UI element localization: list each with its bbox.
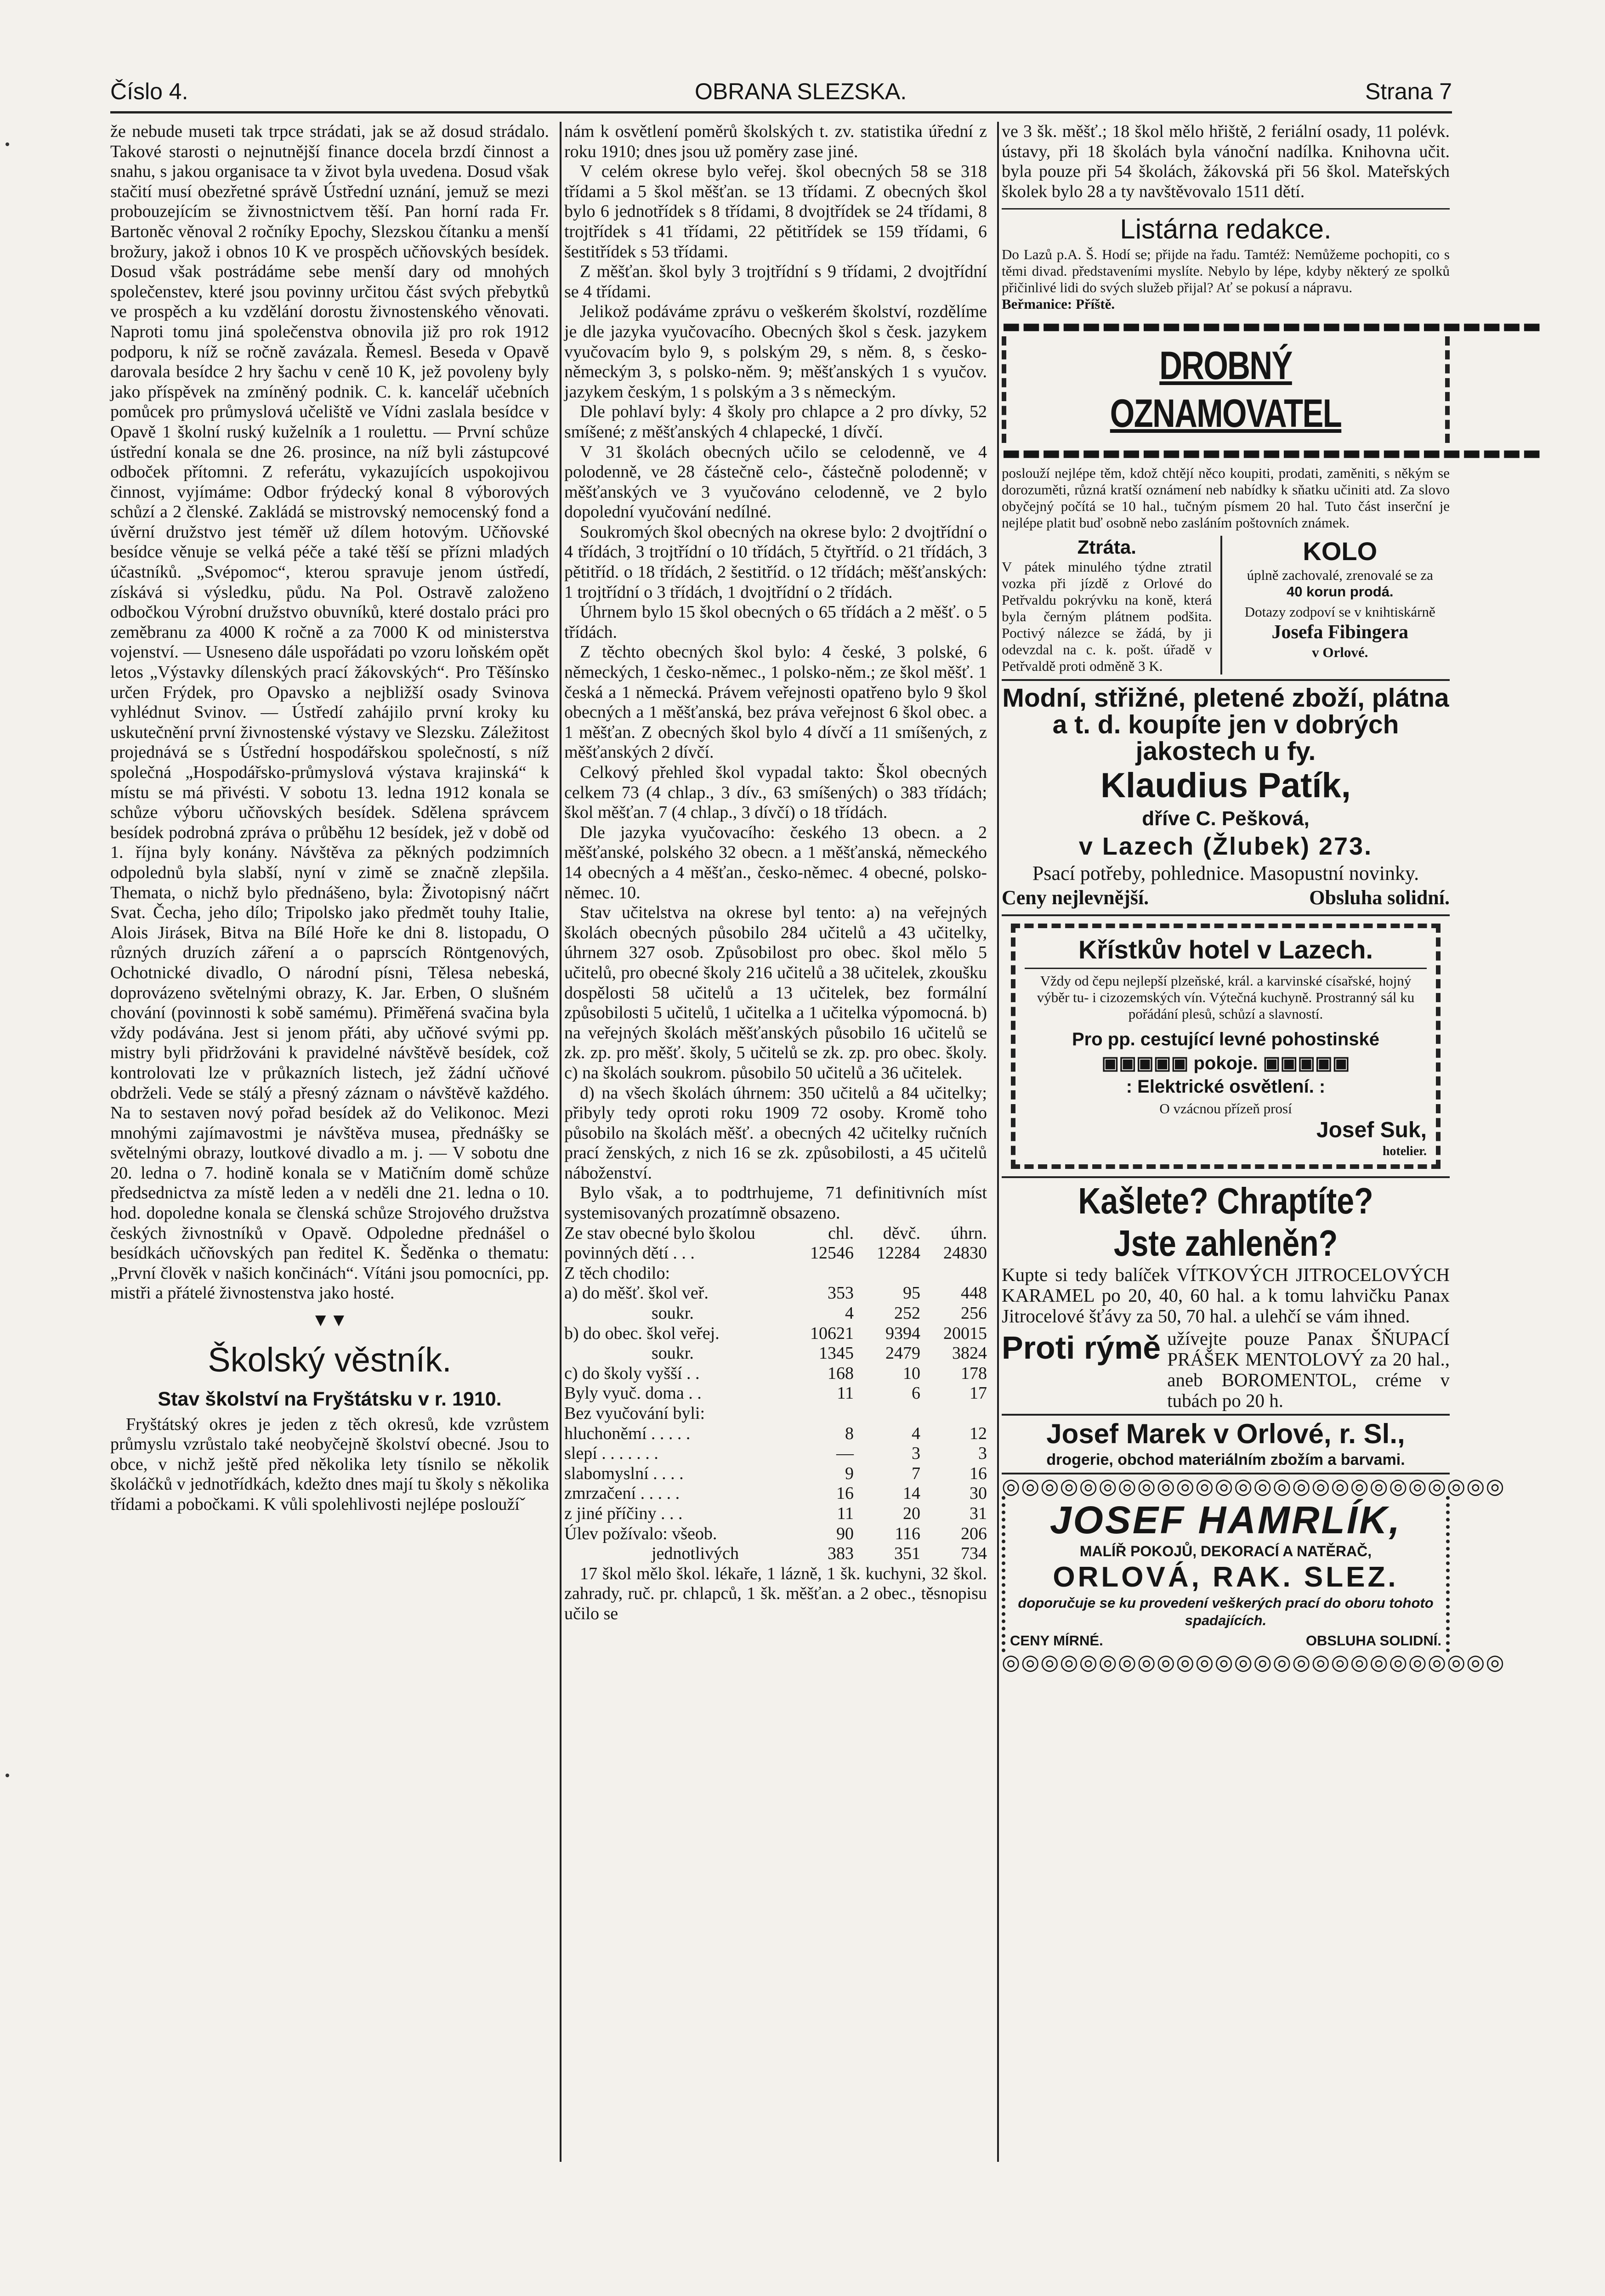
row-value: 383 bbox=[828, 1544, 854, 1564]
row-label: Úlev požívalo: všeob. bbox=[564, 1524, 717, 1543]
table-row bbox=[564, 1504, 987, 1524]
hotel-owner: Josef Suk, bbox=[1316, 1117, 1427, 1142]
row-label: b) do obec. škol veřej. bbox=[564, 1323, 720, 1343]
row-value: 206 bbox=[961, 1524, 987, 1543]
row-value: 6 bbox=[912, 1383, 920, 1403]
school-paragraph: Úhrnem bylo 15 škol obecných o 65 třídách a 2 měšť. o 5 třídách. bbox=[564, 602, 987, 642]
hotel-section bbox=[1002, 914, 1450, 1169]
kolo-ad bbox=[1231, 536, 1450, 675]
school-paragraph: Bylo však, a to podtrhujeme, 71 definitivních míst systemisovaných prozatímně obsazeno. bbox=[564, 1183, 987, 1223]
table-header-cell: děvč. bbox=[883, 1223, 920, 1243]
hamrlik-name: JOSEF HAMRLÍK, bbox=[1049, 1498, 1402, 1542]
ornament-border: ▬▬▬▬▬▬▬▬▬▬▬▬▬▬▬▬▬▬▬▬▬▬▬▬▬▬▬ bbox=[1002, 441, 1543, 465]
table-row bbox=[564, 1324, 987, 1344]
table-row bbox=[564, 1364, 987, 1384]
school-article-intro: Fryštátský okres je jeden z těch okresů, kde vzrůstem průmyslu vzrůstalo také neobyčejně školství obecné. Jsou to obce, v nichž ještě před několika lety tísnilo se několik školáčků v jednotřídkách, kdežto dnes mají tu školy s několika třídami a pobočkami. K vůli spolehlivosti nejlépe posloužíˇ bbox=[110, 1414, 549, 1514]
row-label: Byly vyuč. doma . . bbox=[564, 1383, 702, 1403]
row-label: zmrzačení . . . . . bbox=[564, 1484, 680, 1503]
newspaper-title: OBRANA SLEZSKA. bbox=[695, 79, 907, 104]
row-value: 3824 bbox=[952, 1344, 987, 1363]
drobny-oznamovatel-title: DROBNÝ OZNAMOVATEL bbox=[1110, 343, 1342, 436]
column-1 bbox=[110, 122, 549, 1515]
row-value: 353 bbox=[828, 1283, 854, 1303]
hotel-rooms: pokoje. bbox=[1193, 1053, 1258, 1073]
row-value: 178 bbox=[961, 1363, 987, 1383]
kaslete-headline: Kašlete? Chraptíte? bbox=[1078, 1180, 1373, 1221]
row-value bbox=[854, 1264, 920, 1284]
kolo-text: úplně zachovalé, zrenovalé se za bbox=[1247, 567, 1433, 583]
patik-former: dříve C. Pešková, bbox=[1142, 807, 1310, 830]
listarna-section bbox=[1002, 208, 1450, 312]
drobny-oznamovatel-text: poslouží nejlépe těm, kdož chtějí něco koupiti, prodati, zaměniti, s někým se dorozuměti, různá kratší oznámení neb nabídky k sňatku učiniti atd. Za slovo obyčejný počítá se 10 hal., tučným písmem 20 hal. Tuto část inserční je nejlépe platit buď osobně nebo zasláním poštovních známek. bbox=[1002, 465, 1450, 531]
hamrlik-service: OBSLUHA SOLIDNÍ. bbox=[1305, 1633, 1441, 1649]
drobny-oznamovatel-box bbox=[1002, 336, 1450, 443]
table-row bbox=[564, 1283, 987, 1304]
column-divider bbox=[997, 122, 999, 2162]
ztrata-text: V pátek minulého týdne ztratil vozka při jízdě z Orlové do Petřvaldu pokrývku na koně, která byla černým plátnem podšita. Poctivý nálezce se žádá, by ji odevzdal na c. k. pošt. úřadě v Petřvaldě proti odměně 3 K. bbox=[1002, 558, 1212, 674]
row-value: 12546 bbox=[810, 1243, 854, 1263]
row-value: 20 bbox=[903, 1503, 920, 1523]
issue-number: Číslo 4. bbox=[110, 79, 188, 104]
row-label: c) do školy vyšší . . bbox=[564, 1363, 700, 1383]
row-value bbox=[787, 1404, 854, 1424]
page-number: Strana 7 bbox=[1365, 79, 1452, 104]
row-value bbox=[920, 1404, 987, 1424]
patik-address: v Lazech (Žlubek) 273. bbox=[1078, 832, 1373, 860]
school-paragraph: Celkový přehled škol vypadal takto: Škol obecných celkem 73 (4 chlap., 3 dív., 63 smíšených) o 383 třídách; škol měšťan. 7 (4 chlap., 3 dívčí) o 18 třídách. bbox=[564, 763, 987, 822]
row-value: 168 bbox=[828, 1363, 854, 1383]
row-value: 12284 bbox=[877, 1243, 920, 1263]
table-row bbox=[564, 1264, 987, 1284]
row-value: 7 bbox=[912, 1463, 920, 1483]
row-label: Bez vyučování byli: bbox=[564, 1404, 705, 1423]
proti-ryme-text: užívejte pouze Panax ŠŇUPACÍ PRÁŠEK MENTOLOVÝ za 20 hal., aneb BOROMENTOL, créme v tubách po 20 h. bbox=[1167, 1327, 1450, 1411]
row-value: 734 bbox=[961, 1544, 987, 1564]
hamrlik-price: CENY MÍRNÉ. bbox=[1010, 1633, 1103, 1649]
school-paragraph: 17 škol mělo škol. lékaře, 1 lázně, 1 šk. kuchyni, 32 škol. zahrady, ruč. pr. chlapců, 1 šk. měšťan. a 2 obec., těsnopisu učilo se bbox=[564, 1564, 987, 1623]
proti-ryme-block bbox=[1002, 1328, 1450, 1411]
row-label: soukr. bbox=[652, 1344, 694, 1363]
school-paragraph: Dle jazyka vyučovacího: českého 13 obecn. a 2 měšťanské, polského 32 obecn. a 1 měšťanská, německého 14 obecných a 4 měšťan., česko-němec. 4 obecné, polsko-němec. 10. bbox=[564, 822, 987, 902]
row-value: 4 bbox=[845, 1304, 854, 1323]
school-paragraph: Jelikož podáváme zprávu o veškerém školství, rozdělíme je dle jazyka vyučovacího. Obecných škol s česk. jazykem vyučovacím bylo 9, s polským 29, s něm. 8, s česko-německým 3, s polsko-něm. 9; měšťanských 1 s vyučov. jazykem českým, 1 s polským a 3 s německým. bbox=[564, 302, 987, 402]
hotel-title: Křístkův hotel v Lazech. bbox=[1078, 935, 1373, 964]
zahlenen-headline: Jste zahleněn? bbox=[1113, 1222, 1338, 1264]
ornament-border: ◎◎◎◎◎◎◎◎◎◎◎◎◎◎◎◎◎◎◎◎◎◎◎◎◎◎ bbox=[1002, 1473, 1505, 1498]
row-value: 31 bbox=[970, 1503, 987, 1523]
row-value: 2479 bbox=[885, 1344, 920, 1363]
decor-icon: ▣▣▣▣▣ bbox=[1101, 1053, 1194, 1073]
row-value: 11 bbox=[837, 1503, 854, 1523]
hotel-rule bbox=[1025, 968, 1427, 969]
proti-ryme-title: Proti rýmě bbox=[1002, 1329, 1161, 1366]
table-row bbox=[564, 1424, 987, 1444]
table-header-cell: chl. bbox=[828, 1223, 854, 1243]
hotel-rooms-line bbox=[1025, 1052, 1427, 1075]
school-paragraph: Z měšťan. škol byly 3 trojtřídní s 9 třídami, 2 dvojtřídní se 4 třídami. bbox=[564, 262, 987, 301]
header-rule bbox=[110, 111, 1452, 113]
margin-mark bbox=[6, 142, 9, 146]
ztrata-ad bbox=[1002, 536, 1212, 675]
row-value: 10 bbox=[903, 1363, 920, 1383]
hotel-light: : Elektrické osvětlení. : bbox=[1126, 1076, 1326, 1097]
panax-ad bbox=[1002, 1176, 1450, 1411]
row-value: 95 bbox=[903, 1283, 920, 1303]
school-paragraph: Stav učitelstva na okrese byl tento: a) na veřejných školách obecných působilo 284 učitelů a 43 učitelky, úhrnem 327 osob. Způsobilost pro obec. škol mělo 5 učitelů, pro obecné školy 216 učitelů a 38 učitelek, zkoušku dospělosti 58 učitelů a 13 učitelek, bez formální způsobilosti 5 učitelů, 1 učitelka a 1 učitelka výpomocná. b) na veřejných školách měšťanských působilo 16 učitelů se zk. zp. pro měšť. školy, 5 učitelů se zk. zp. pro obec. školy. c) na školách soukrom. působilo 50 učitelů a 36 učitelek. bbox=[564, 903, 987, 1083]
decor-icon: ▣▣▣▣▣ bbox=[1258, 1053, 1350, 1073]
row-value: 16 bbox=[970, 1463, 987, 1483]
table-header-cell: úhrn. bbox=[950, 1223, 987, 1243]
listarna-title: Listárna redakce. bbox=[1120, 214, 1332, 245]
ad-divider bbox=[1220, 536, 1222, 675]
kolo-place: v Orlové. bbox=[1312, 644, 1368, 660]
ornament-border: ◎◎◎◎◎◎◎◎◎◎◎◎◎◎◎◎◎◎◎◎◎◎◎◎◎◎ bbox=[1002, 1650, 1505, 1675]
table-row bbox=[564, 1544, 987, 1564]
hamrlik-place: ORLOVÁ, RAK. SLEZ. bbox=[1053, 1561, 1399, 1593]
hotel-text: Vždy od čepu nejlepší plzeňské, král. a karvinské císařské, hojný výběr tu- i cizozemských vín. Výtečná kuchyně. Prostranný sál ku pořádání plesů, schůzí a slavností. bbox=[1037, 972, 1415, 1022]
patik-price: Ceny nejlevnější. bbox=[1002, 886, 1149, 909]
row-value: 16 bbox=[836, 1484, 854, 1503]
row-value: 14 bbox=[903, 1484, 920, 1503]
row-value: 448 bbox=[961, 1283, 987, 1303]
row-value: 10621 bbox=[810, 1323, 854, 1343]
hamrlik-box bbox=[1002, 1496, 1450, 1652]
column-3 bbox=[1002, 122, 1543, 1675]
hamrlik-ad bbox=[1002, 1473, 1505, 1675]
column-2 bbox=[564, 122, 987, 1624]
school-paragraph: V celém okrese bylo veřej. škol obecných 58 se 318 třídami a 5 škol měšťan. se 13 třídami. Z obecných škol bylo 6 jednotřídek s 8 třídami, 8 dvojtřídek se 24 třídami, 8 trojtřídek s 41 třídami, 22 pětitřídek se 159 třídami, 6 šestitřídek s 53 třídami. bbox=[564, 162, 987, 261]
table-row bbox=[564, 1383, 987, 1404]
marek-text: drogerie, obchod materiálním zbožím a barvami. bbox=[1046, 1451, 1405, 1468]
hotel-ad bbox=[1011, 924, 1441, 1169]
table-row bbox=[564, 1444, 987, 1464]
hamrlik-footer bbox=[1010, 1631, 1441, 1650]
article-continuation: že nebude museti tak trpce strádati, jak se až dosud strádalo. Takové starosti o nejnutnější finance docela brzdí činnost a snahu, s jakou organisace ta v život byla uvedena. Dosud však stačití musí obezřetné správě Ústřední uznání, jemuž se mezi probouzejícím se živnostnictvem těší. Pan horní rada Fr. Bartoněc věnoval 2 ročníky Epochy, Slezskou čítanku a menší brožury, jakož i obnos 10 K ve prospěch učňovských besídek. Dosud však postrádáme sebe menší dary od mnohých společenstev, které jsou povinny určitou část svých přebytků ve prospěch a ku vzdělání dorostu živnostenského věnovati. Naproti tomu jiná společenstva obnovila již pro rok 1912 podporu, k níž se ročně zavázala. Řemesl. Beseda v Opavě darovala besídce 2 hry šachu v ceně 10 K, jež povoleny byly jako příspěvek na zmíněný podnik. C. k. kancelář učebních pomůcek pro průmyslová učeliště ve Vídni zaslala besídce v Opavě 1 školní ruský kuželník a 1 roulettu. — První schůze ústřední konala se dne 26. prosince, na níž byli zástupcové odboček přítomni. Z referátu, vykazujících uspokojivou činnost, vyjímáme: Odbor frýdecký konal 8 výborových schůzí a 2 členské. Zakládá se mistrovský nemocenský fond a úvěrní družstvo jest téměř už dílem hotovým. Učňovské besídce věnuje se velká péče a také těší se přízni mladých účastníků. „Svépomoc“, kterou spravuje jenom ústředí, získává si výsledku, půdu. Na Pol. Ostravě založeno odbočkou Výrobní družstvo obuvníků, které dostalo práci pro zeměbranu za 4000 K ročně a za 7000 K od ministerstva vojenství. — Usneseno dále uspořádati po vzoru loňském opět letos „Výstavky dílenských prací žákovských“. Pro Těšínsko určen Frýdek, pro Opavsko a nejbližší osady Svinova vyhlédnut Svinov. — Ústředí zahájilo první kroky ku uskutečnění první živnostenské výstavy ve Slezsku. Záležitost projednává se s Ústřední hospodářskou společností, s níž společná „Hospodářsko-průmyslová výstava krajinská“ k místu se má přivésti. V sobotu 13. ledna 1912 konala se schůze výboru učňovských besídek. Sdělena správcem besídek podrobná zpráva o průběhu 12 besídek, jež v době od 1. října byly konány. Návštěva za pěkných podzimních odpolednů byla slabší, nyní v zimě se značně zlepšila. Themata, o nichž bylo přednášeno, byla: Životopisný náčrt Svat. Čecha, jeho dílo; Tripolsko jako předmět touhy Italie, Alois Jirásek, Bitva na Bílé Hoře ke dni 8. listopadu, O různých druzích záření a o paprscích Röntgenových, Ochotnické divadlo, O národní písni, Tělesa nebeská, doprovázeno světelnými obrazy, K. Jar. Erben, O slušném chování (povinnosti k sobě samému). Přiměřená svačina byla vždy podávána. Jest si jenom přáti, aby učňové svými pp. mistry byli přidržováni k pravidelné návštěvě besídek, což kontrolovati lze v průkazních listech, jež žádní učňové obdrželi. Vede se stálý a přesný záznam o návštěvě každého. Na to sestaven nový pořad besídek až do Velikonoc. Mezi mnohými zajímavostmi je návštěva musea, přednášky se světelnými obrazy, loutkové divadlo a m. j. — V sobotu dne 20. ledna o 7. hodině konala se v Matičním domě schůze předsednictva za místě leden a v neděli dne 21. ledna o 10. hod. dopoledne konala se členská schůze Strojového družstva českých živnostníků v Opavě. Odpoledne přednášel o besídkách učňovských pan ředitel K. Šeděnka o thematu: „První člověk v našich končinách“. Vítáni jsou pomocníci, pp. mistři a přátelé živnostenstva jako hosté. bbox=[110, 122, 549, 1303]
row-label: hluchoněmí . . . . . bbox=[564, 1423, 691, 1443]
school-paragraph-end: ve 3 šk. měšť.; 18 škol mělo hřiště, 2 feriální osady, 11 polévk. ústavy, při 18 školách byla vánoční nadílka. Knihovna učit. byla pouze při 54 školách, žákovská při 56 škol. Mateřských školek bylo 28 a ty navštěvovalo 1511 dětí. bbox=[1002, 122, 1450, 201]
row-label: jednotlivých bbox=[652, 1544, 739, 1564]
school-paragraph: nám k osvětlení poměrů školských t. zv. statistika úřední z roku 1910; dnes jsou už poměry zase jiné. bbox=[564, 122, 987, 161]
row-value: 90 bbox=[836, 1524, 854, 1543]
patik-footer bbox=[1002, 885, 1450, 911]
column-divider bbox=[560, 122, 561, 2162]
row-value: 24830 bbox=[943, 1243, 987, 1263]
table-row bbox=[564, 1464, 987, 1484]
row-value: 252 bbox=[894, 1304, 920, 1323]
row-value: 30 bbox=[970, 1484, 987, 1503]
row-label: z jiné příčiny . . . bbox=[564, 1503, 683, 1523]
kolo-title: KOLO bbox=[1303, 536, 1378, 566]
row-label: slepí . . . . . . . bbox=[564, 1444, 658, 1463]
kolo-price: 40 korun prodá. bbox=[1287, 583, 1394, 600]
ztrata-title: Ztráta. bbox=[1077, 536, 1136, 558]
school-paragraph: Dle pohlaví byly: 4 školy pro chlapce a 2 pro dívky, 52 smíšené; z měšťanských 4 chlapecké, 1 dívčí. bbox=[564, 402, 987, 442]
row-value: 4 bbox=[912, 1423, 920, 1443]
patik-goods: Psací potřeby, pohlednice. Masopustní novinky. bbox=[1032, 862, 1419, 884]
page-header bbox=[110, 78, 1452, 110]
section-subtitle: Stav školství na Fryštátsku v r. 1910. bbox=[158, 1388, 502, 1410]
margin-mark bbox=[6, 1774, 9, 1777]
row-value: 20015 bbox=[943, 1323, 987, 1343]
table-row bbox=[564, 1524, 987, 1544]
row-value bbox=[920, 1264, 987, 1284]
row-label: slabomyslní . . . . bbox=[564, 1463, 684, 1483]
hamrlik-role: MALÍŘ POKOJŮ, DEKORACÍ A NATĚRAČ, bbox=[1079, 1543, 1372, 1560]
patik-service: Obsluha solidní. bbox=[1309, 886, 1450, 909]
row-value: 351 bbox=[894, 1544, 920, 1564]
row-label: soukr. bbox=[652, 1304, 694, 1323]
marek-ad bbox=[1002, 1414, 1450, 1469]
row-value: 8 bbox=[845, 1423, 854, 1443]
hamrlik-text: doporučuje se ku provedení veškerých prací do oboru tohoto spadajících. bbox=[1018, 1595, 1434, 1629]
school-stats-table bbox=[564, 1224, 987, 1564]
row-value bbox=[854, 1404, 920, 1424]
school-paragraph: Z těchto obecných škol bylo: 4 české, 3 polské, 6 německých, 1 česko-němec., 1 polsko-něm.; ze škol měšť. 1 česká a 1 německá. Právem veřejnosti opatřeno bylo 9 škol obecných a 1 měšťanská, bez práva veřejnost 6 škol obec. a 1 měšťan. Z obecných škol bylo 4 dívčí a 11 smíšených, z měšťanských 2 dívčí. bbox=[564, 642, 987, 762]
row-value: 3 bbox=[978, 1444, 987, 1463]
row-label: povinných dětí . . . bbox=[564, 1243, 695, 1263]
row-label: a) do měšť. škol veř. bbox=[564, 1283, 709, 1303]
row-value: 12 bbox=[970, 1423, 987, 1443]
row-value: — bbox=[836, 1444, 854, 1463]
patik-headline: Modní, střižné, pletené zboží, plátna a t. d. koupíte jen v dobrých jakostech u fy. bbox=[1002, 683, 1449, 766]
ornament-border: ▬▬▬▬▬▬▬▬▬▬▬▬▬▬▬▬▬▬▬▬▬▬▬▬▬▬▬ bbox=[1002, 314, 1543, 338]
row-label: Z těch chodilo: bbox=[564, 1263, 670, 1283]
patik-name: Klaudius Patík, bbox=[1100, 765, 1351, 805]
listarna-text: Do Lazů p.A. Š. Hodí se; přijde na řadu. Tamtéž: Nemůžeme pochopiti, co s těmi divad. představeními myslíte. Nebylo by lépe, kdyby některý ze spolků přičinlivé lidi do svých služeb přijal? Ať se pokusí a nápravu. bbox=[1002, 246, 1450, 296]
row-value: 11 bbox=[837, 1383, 854, 1403]
row-value: 17 bbox=[970, 1383, 987, 1403]
table-row bbox=[564, 1243, 987, 1264]
row-value: 256 bbox=[961, 1304, 987, 1323]
row-value: 3 bbox=[912, 1444, 920, 1463]
school-paragraph: d) na všech školách úhrnem: 350 učitelů a 84 učitelky; přibyly tedy oproti roku 1909 72 osoby. Kromě toho působilo na školách měšť. a obecných 42 učitelky ručních prací ženských, z nich 16 se zk. způsobilosti, a 45 učitelů náboženství. bbox=[564, 1083, 987, 1183]
hotel-ask: O vzácnou přízeň prosí bbox=[1159, 1100, 1292, 1117]
ornament: ▼▼ bbox=[311, 1310, 348, 1331]
row-value: 116 bbox=[895, 1524, 920, 1543]
hotel-offer: Pro pp. cestující levné pohostinské bbox=[1072, 1029, 1380, 1049]
hotel-role: hotelier. bbox=[1382, 1144, 1427, 1158]
kolo-name: Josefa Fibingera bbox=[1271, 621, 1408, 643]
school-paragraph: V 31 školách obecných učilo se celodenně, ve 4 polodenně, ve 28 částečně celo-, částečně polodenně; v měšťanských ve 3 vyučováno celodenně, ve 2 bylo dopolední vyučování nedílné. bbox=[564, 442, 987, 522]
table-header-cell: Ze stav obecné bylo školou bbox=[564, 1223, 755, 1243]
kolo-contact: Dotazy zodpoví se v knihtiskárně bbox=[1244, 603, 1435, 620]
row-value: 9 bbox=[845, 1463, 854, 1483]
section-title: Školský věstník. bbox=[208, 1340, 452, 1379]
table-row bbox=[564, 1344, 987, 1364]
row-value bbox=[787, 1264, 854, 1284]
marek-name: Josef Marek v Orlové, r. Sl., bbox=[1046, 1418, 1405, 1449]
small-ads-row bbox=[1002, 536, 1450, 675]
listarna-last: Beřmanice: Příště. bbox=[1002, 296, 1115, 312]
table-row bbox=[564, 1304, 987, 1324]
school-paragraph: Soukromých škol obecných na okrese bylo: 2 dvojtřídní o 4 třídách, 3 trojtřídní o 10 třídách, 5 čtyřtříd. o 21 třídách, 3 pětitříd. o 18 třídách, 2 šestitříd. o 12 třídách; měšťanských: 1 trojtřídní o 3 třídách, 1 dvojtřídní o 2 třídách. bbox=[564, 522, 987, 602]
patik-ad bbox=[1002, 679, 1450, 911]
table-header-row bbox=[564, 1224, 987, 1244]
row-value: 1345 bbox=[819, 1344, 854, 1363]
table-row bbox=[564, 1484, 987, 1504]
table-row bbox=[564, 1404, 987, 1424]
kaslete-text: Kupte si tedy balíček VÍTKOVÝCH JITROCELOVÝCH KARAMEL po 20, 40, 60 hal. a k tomu lahvičku Panax Jitrocelové šťávy za 50, 70 hal. a ulehčí se vám ihned. bbox=[1002, 1264, 1450, 1327]
row-value: 9394 bbox=[885, 1323, 920, 1343]
